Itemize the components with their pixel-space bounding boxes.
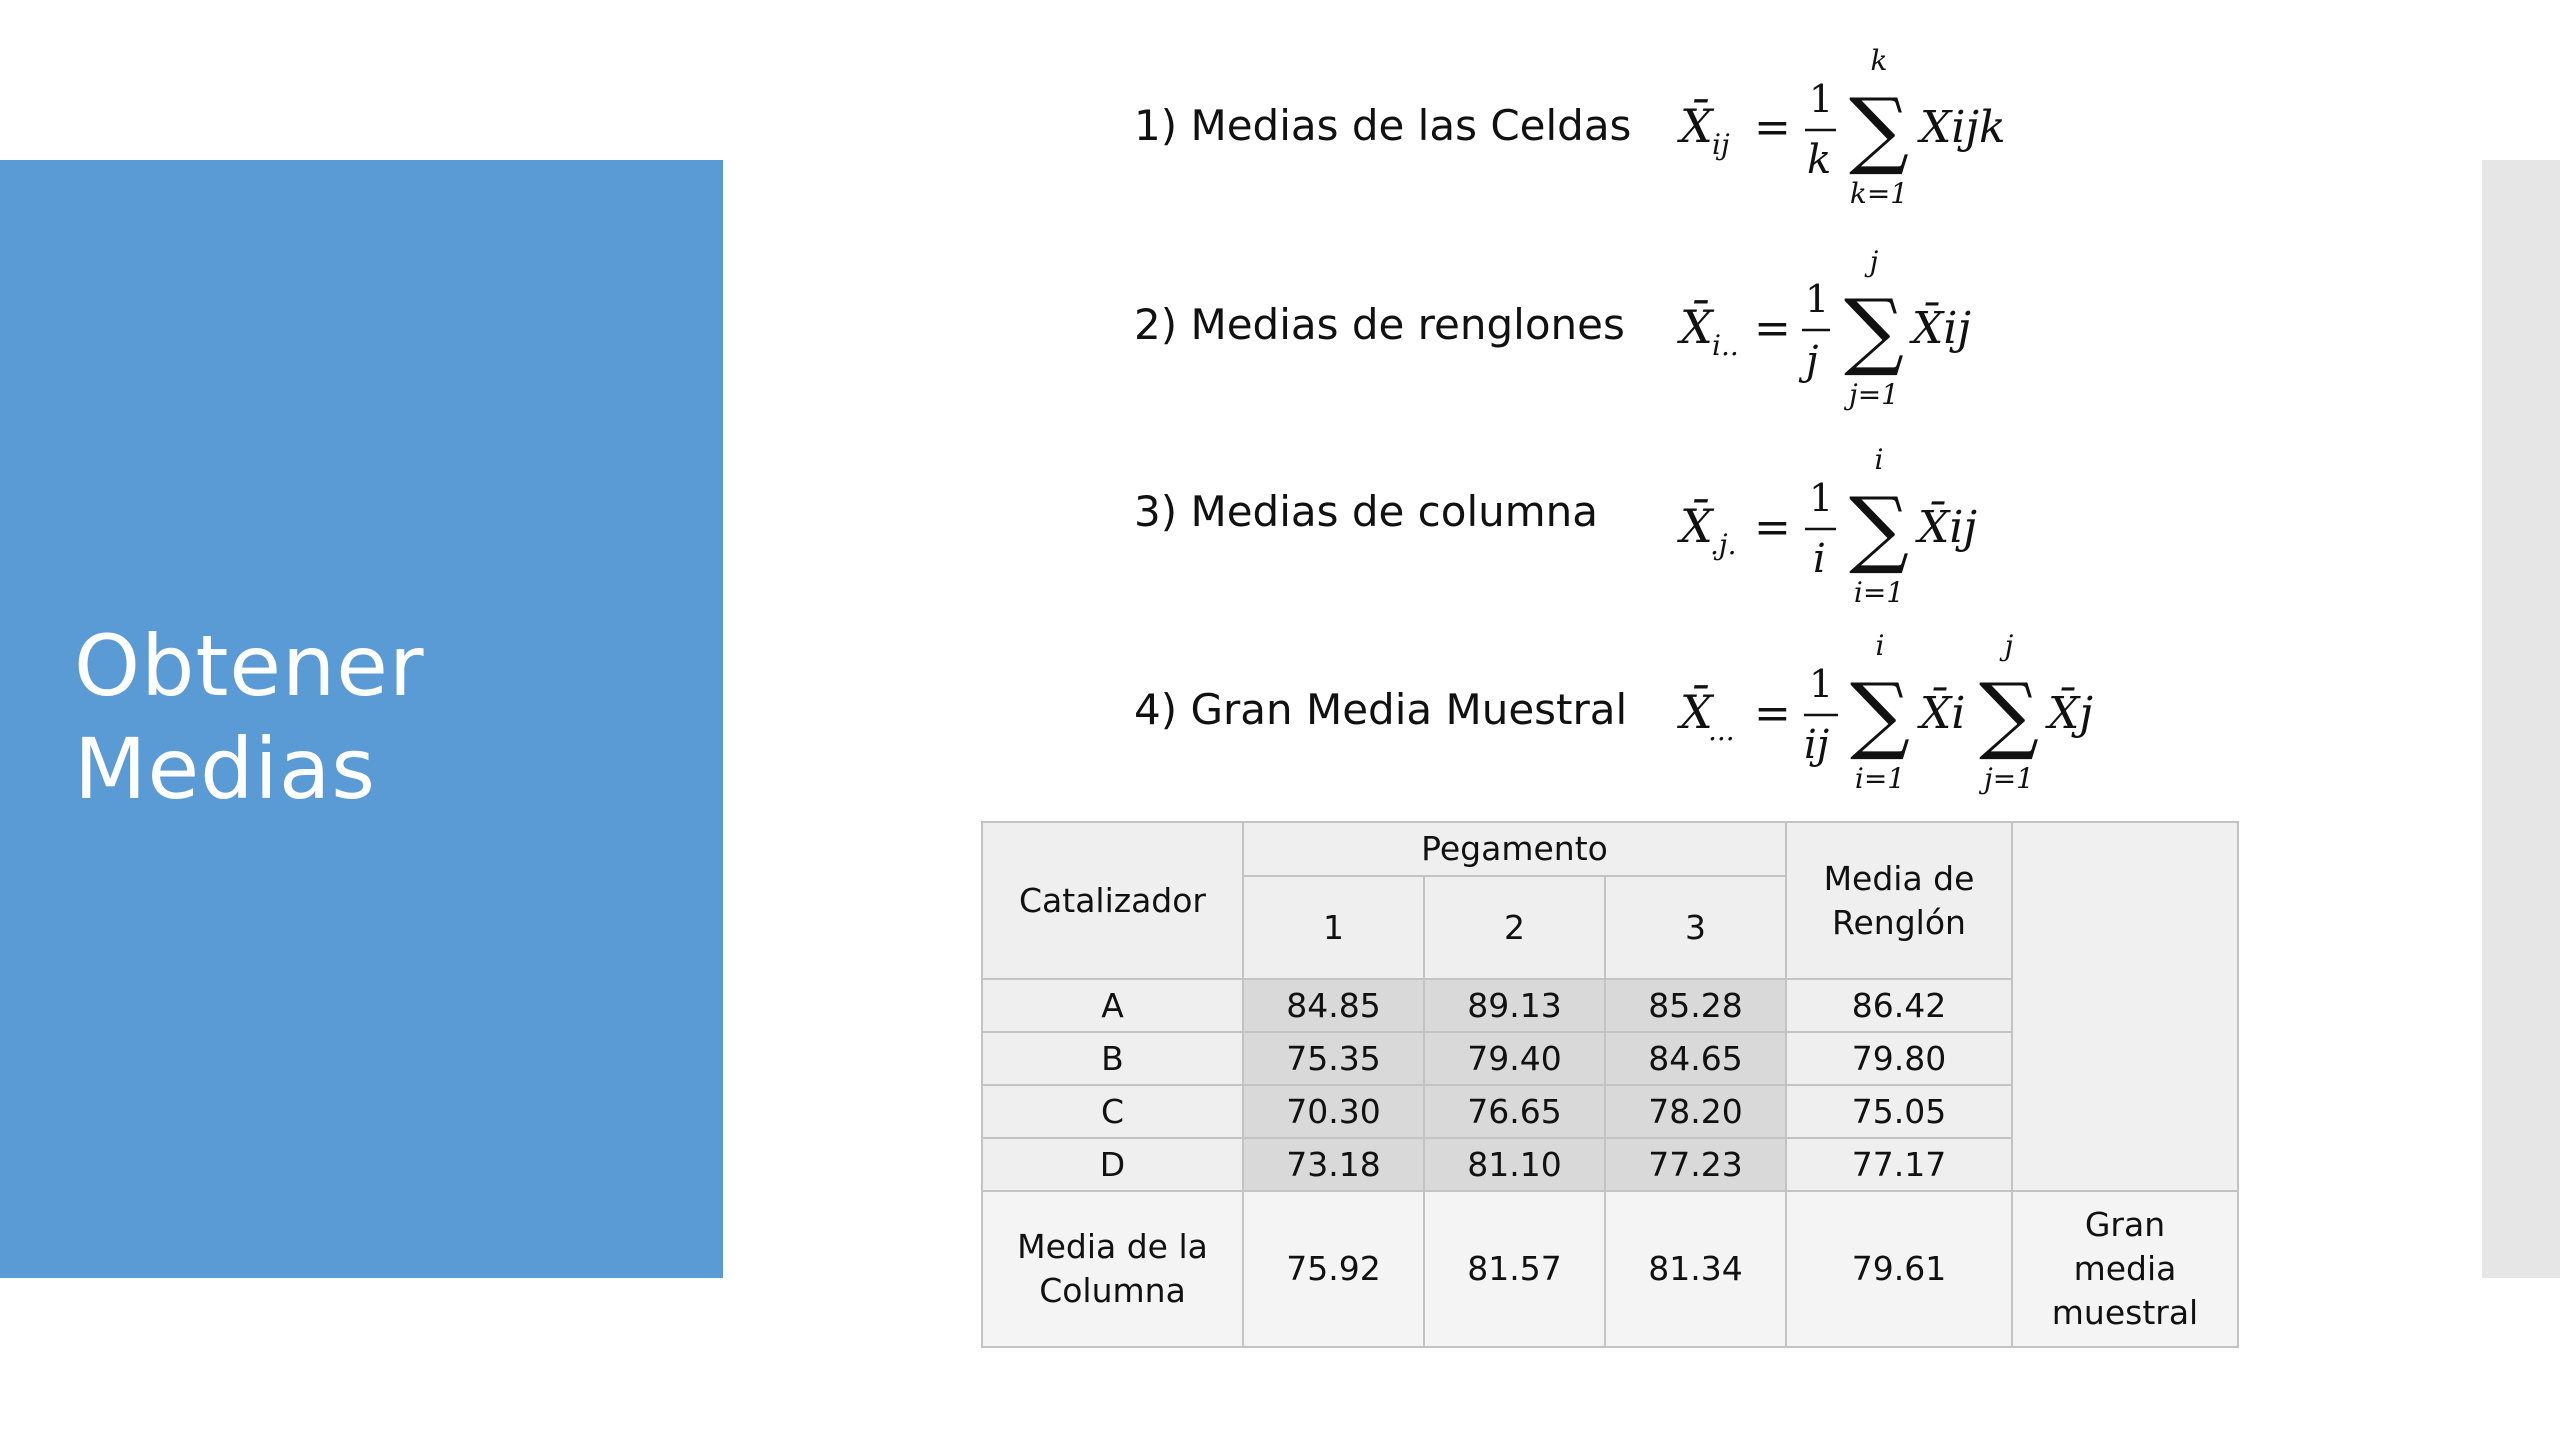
formula-1-denominator: k — [1807, 137, 1832, 183]
slide-title-line-1: Obtener — [74, 617, 425, 715]
formula-1-sigma: ∑ — [1849, 80, 1909, 178]
formula-1-subscript: ij — [1712, 128, 1730, 161]
formula-1-xbar: X̄ — [1680, 99, 1713, 153]
formula-label-grand-mean: 4) Gran Media Muestral — [1134, 685, 1628, 734]
formula-row-means — [1677, 245, 1971, 411]
formula-2-equals: = — [1754, 303, 1791, 354]
formula-2-lower-limit: j=1 — [1849, 378, 1899, 411]
formula-2-upper-limit: j — [1869, 245, 1879, 278]
formula-cell-means — [1677, 44, 2006, 210]
column-mean-label: Media de la Columna — [982, 1191, 1243, 1347]
formula-3-lower-limit: i=1 — [1853, 576, 1905, 609]
row-mean-b: 79.80 — [1786, 1032, 2012, 1085]
formula-grand-mean — [1677, 629, 2093, 795]
cell-a-3: 85.28 — [1605, 979, 1786, 1032]
formula-3-equals: = — [1754, 502, 1791, 553]
cell-d-3: 77.23 — [1605, 1138, 1786, 1191]
column-mean-3: 81.34 — [1605, 1191, 1786, 1347]
formula-4-equals: = — [1754, 688, 1791, 739]
grand-mean-value: 79.61 — [1786, 1191, 2012, 1347]
formula-1-term: Xijk — [1920, 102, 2006, 153]
row-label-d: D — [982, 1138, 1243, 1191]
row-label-c: C — [982, 1085, 1243, 1138]
header-col-1: 1 — [1243, 876, 1424, 979]
formula-4-numerator: 1 — [1809, 662, 1834, 706]
formula-4-denominator: ij — [1804, 722, 1830, 768]
formula-3-numerator: 1 — [1809, 476, 1834, 520]
formula-4-lower-limit-1: i=1 — [1854, 762, 1906, 795]
row-mean-d: 77.17 — [1786, 1138, 2012, 1191]
formula-3-xbar: X̄ — [1680, 499, 1713, 553]
cell-b-2: 79.40 — [1424, 1032, 1605, 1085]
formula-4-sigma-2: ∑ — [1979, 665, 2039, 763]
formula-2-subscript: i.. — [1712, 329, 1739, 362]
means-table — [981, 821, 2239, 1348]
cell-a-2: 89.13 — [1424, 979, 1605, 1032]
slide-title-line-2: Medias — [74, 720, 377, 818]
formula-2-term: X̄ij — [1912, 303, 1972, 354]
formula-1-lower-limit: k=1 — [1849, 177, 1909, 210]
formula-3-term: X̄ij — [1918, 502, 1978, 553]
cell-a-1: 84.85 — [1243, 979, 1424, 1032]
formulas — [1640, 40, 2160, 820]
formula-label-column-means: 3) Medias de columna — [1134, 487, 1599, 536]
formula-4-xbar: X̄ — [1680, 685, 1713, 739]
formula-4-upper-limit-1: i — [1875, 629, 1885, 662]
slide-title — [74, 615, 425, 821]
next-slide-edge — [2482, 160, 2560, 1278]
cell-b-1: 75.35 — [1243, 1032, 1424, 1085]
row-label-b: B — [982, 1032, 1243, 1085]
row-mean-c: 75.05 — [1786, 1085, 2012, 1138]
header-col-3: 3 — [1605, 876, 1786, 979]
formula-3-denominator: i — [1813, 536, 1826, 582]
header-col-2: 2 — [1424, 876, 1605, 979]
row-label-a: A — [982, 979, 1243, 1032]
header-pegamento: Pegamento — [1243, 822, 1786, 876]
formula-3-upper-limit: i — [1874, 443, 1884, 476]
cell-c-3: 78.20 — [1605, 1085, 1786, 1138]
formula-2-numerator: 1 — [1805, 277, 1830, 321]
row-mean-a: 86.42 — [1786, 979, 2012, 1032]
formula-1-equals: = — [1754, 102, 1791, 153]
column-mean-1: 75.92 — [1243, 1191, 1424, 1347]
empty-cell — [2012, 822, 2238, 1191]
formula-label-cell-means: 1) Medias de las Celdas — [1134, 101, 1632, 150]
formula-2-sigma: ∑ — [1844, 281, 1904, 379]
header-catalizador: Catalizador — [982, 822, 1243, 979]
cell-c-1: 70.30 — [1243, 1085, 1424, 1138]
formula-3-sigma: ∑ — [1849, 479, 1909, 577]
grand-mean-label: Gran media muestral — [2012, 1191, 2238, 1347]
formula-4-sigma-1: ∑ — [1850, 665, 1910, 763]
formula-1-upper-limit: k — [1870, 44, 1888, 77]
formula-column-means — [1677, 443, 1977, 609]
formula-4-term-1: X̄i — [1920, 688, 1966, 739]
column-mean-2: 81.57 — [1424, 1191, 1605, 1347]
cell-c-2: 76.65 — [1424, 1085, 1605, 1138]
formula-4-lower-limit-2: j=1 — [1984, 762, 2034, 795]
formula-label-row-means: 2) Medias de renglones — [1134, 300, 1625, 349]
cell-d-2: 81.10 — [1424, 1138, 1605, 1191]
formula-2-xbar: X̄ — [1680, 300, 1713, 354]
cell-d-1: 73.18 — [1243, 1138, 1424, 1191]
formula-1-numerator: 1 — [1809, 77, 1834, 121]
formula-4-upper-limit-2: j — [2004, 629, 2014, 662]
cell-b-3: 84.65 — [1605, 1032, 1786, 1085]
formula-3-subscript: .j. — [1710, 528, 1737, 561]
header-row-mean: Media de Renglón — [1786, 822, 2012, 979]
formula-2-denominator: j — [1806, 338, 1819, 384]
formula-4-subscript: ... — [1708, 714, 1735, 747]
formula-4-term-2: X̄j — [2048, 688, 2093, 739]
